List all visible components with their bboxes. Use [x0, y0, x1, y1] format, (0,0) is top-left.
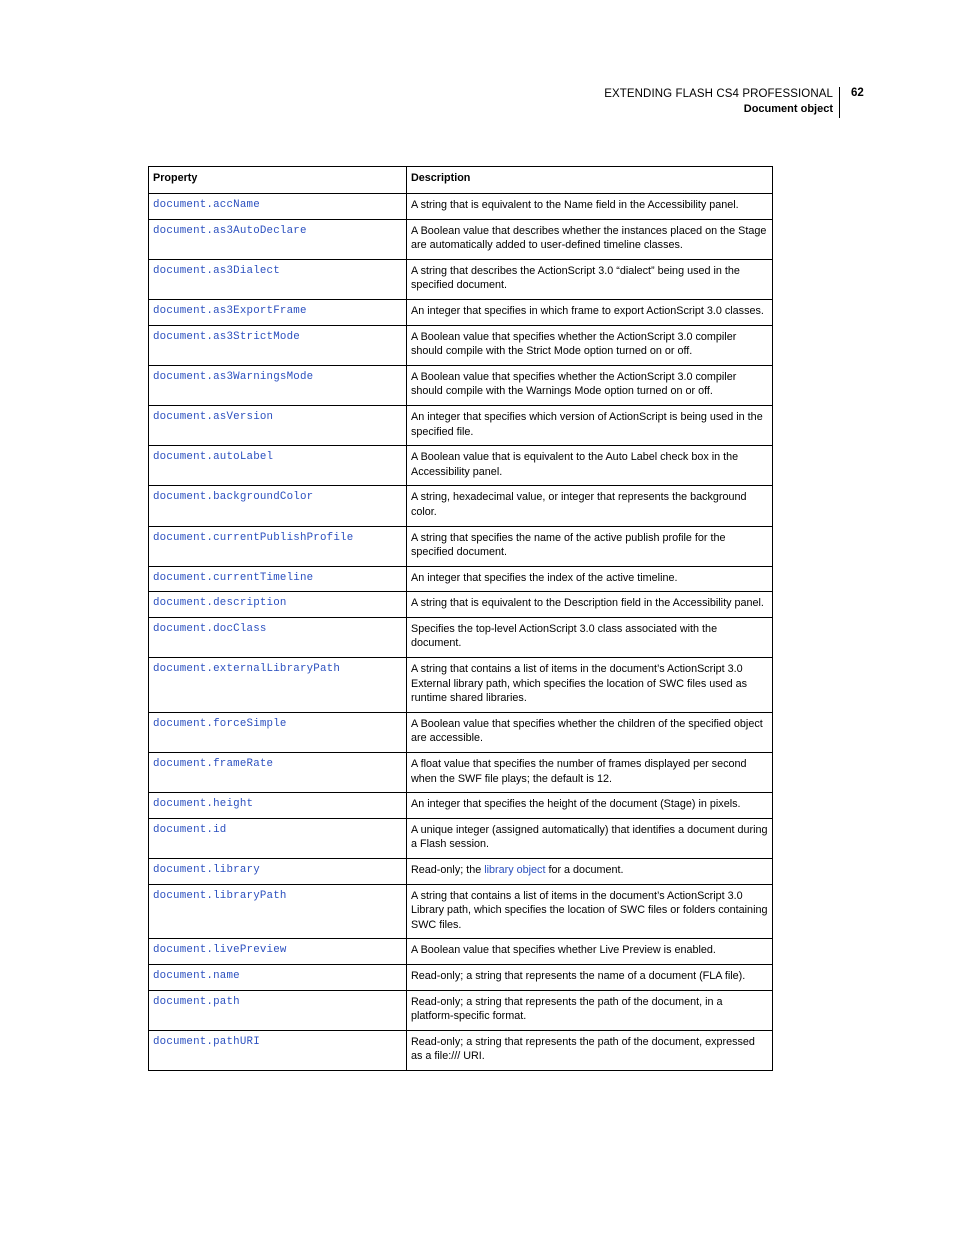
description-cell: Read-only; a string that represents the path of the document, in a platform-specific format.: [407, 990, 773, 1030]
description-cell: An integer that specifies the height of the document (Stage) in pixels.: [407, 793, 773, 819]
property-link[interactable]: document.description: [153, 597, 287, 610]
property-cell: [149, 259, 407, 299]
property-cell: [149, 486, 407, 526]
property-cell: [149, 194, 407, 220]
table-row: [149, 259, 773, 299]
description-text: for a document.: [545, 864, 624, 876]
description-cell: A Boolean value that is equivalent to the Auto Label check box in the Accessibility panel.: [407, 446, 773, 486]
table-row: [149, 365, 773, 405]
running-head: [604, 87, 840, 118]
table-row: [149, 964, 773, 990]
description-cell: A Boolean value that describes whether the instances placed on the Stage are automatically added to user-defined timeline classes.: [407, 219, 773, 259]
table-row: [149, 219, 773, 259]
document-title: EXTENDING FLASH CS4 PROFESSIONAL: [604, 88, 833, 100]
property-cell: [149, 365, 407, 405]
property-link[interactable]: document.currentTimeline: [153, 571, 314, 584]
property-cell: [149, 526, 407, 566]
table-row: [149, 446, 773, 486]
table-row: [149, 566, 773, 592]
property-link[interactable]: document.currentPublishProfile: [153, 531, 354, 544]
property-link[interactable]: document.path: [153, 995, 240, 1008]
table-row: [149, 486, 773, 526]
description-cell: An integer that specifies which version of ActionScript is being used in the specified file.: [407, 405, 773, 445]
column-header-description: Description: [407, 167, 773, 194]
property-link[interactable]: document.frameRate: [153, 758, 274, 771]
description-cell: An integer that specifies the index of the active timeline.: [407, 566, 773, 592]
property-link[interactable]: document.as3StrictMode: [153, 330, 300, 343]
table-row: [149, 753, 773, 793]
column-header-property: Property: [149, 167, 407, 194]
table-row: [149, 325, 773, 365]
description-cell: A unique integer (assigned automatically) that identifies a document during a Flash session.: [407, 818, 773, 858]
property-cell: [149, 990, 407, 1030]
table-row: [149, 884, 773, 939]
property-link[interactable]: document.pathURI: [153, 1035, 260, 1048]
description-cell: A Boolean value that specifies whether the ActionScript 3.0 compiler should compile with the Strict Mode option turned on or off.: [407, 325, 773, 365]
description-cell: An integer that specifies in which frame to export ActionScript 3.0 classes.: [407, 299, 773, 325]
table-header-row: [149, 167, 773, 194]
description-cell: [407, 859, 773, 885]
table-row: [149, 405, 773, 445]
table-row: [149, 658, 773, 713]
property-cell: [149, 884, 407, 939]
table-row: [149, 818, 773, 858]
property-cell: [149, 1030, 407, 1070]
table-row: [149, 194, 773, 220]
table-row: [149, 793, 773, 819]
property-link[interactable]: document.as3AutoDeclare: [153, 224, 307, 237]
property-link[interactable]: document.as3ExportFrame: [153, 304, 307, 317]
property-link[interactable]: document.backgroundColor: [153, 491, 314, 504]
library-object-link[interactable]: library object: [484, 864, 546, 876]
property-cell: [149, 939, 407, 965]
description-cell: A string, hexadecimal value, or integer that represents the background color.: [407, 486, 773, 526]
description-cell: A string that describes the ActionScript 3.0 “dialect” being used in the specified document.: [407, 259, 773, 299]
description-text: Read-only; the: [411, 864, 485, 876]
property-cell: [149, 859, 407, 885]
table-row: [149, 939, 773, 965]
table-row: [149, 712, 773, 752]
property-link[interactable]: document.asVersion: [153, 410, 274, 423]
property-cell: [149, 299, 407, 325]
property-cell: [149, 325, 407, 365]
property-table: [148, 166, 773, 1071]
description-cell: A float value that specifies the number of frames displayed per second when the SWF file plays; the default is 12.: [407, 753, 773, 793]
property-link[interactable]: document.library: [153, 864, 260, 876]
description-cell: A Boolean value that specifies whether the ActionScript 3.0 compiler should compile with the Warnings Mode option turned on or off.: [407, 365, 773, 405]
property-link[interactable]: document.externalLibraryPath: [153, 663, 341, 676]
property-cell: [149, 658, 407, 713]
property-cell: [149, 446, 407, 486]
description-cell: A Boolean value that specifies whether the children of the specified object are accessible.: [407, 712, 773, 752]
table-row: [149, 592, 773, 618]
description-cell: A string that specifies the name of the active publish profile for the specified document.: [407, 526, 773, 566]
property-cell: [149, 793, 407, 819]
section-title: Document object: [743, 103, 833, 115]
description-cell: A string that contains a list of items in the document’s ActionScript 3.0 Library path, which specifies the location of SWC files or folders containing SWC files.: [407, 884, 773, 939]
property-cell: [149, 566, 407, 592]
table-row: [149, 299, 773, 325]
property-link[interactable]: document.autoLabel: [153, 451, 274, 464]
description-cell: A string that contains a list of items in the document’s ActionScript 3.0 External library path, which specifies the location of SWC files used as runtime shared libraries.: [407, 658, 773, 713]
description-cell: A string that is equivalent to the Description field in the Accessibility panel.: [407, 592, 773, 618]
description-cell: Read-only; a string that represents the name of a document (FLA file).: [407, 964, 773, 990]
property-link[interactable]: document.accName: [153, 199, 260, 211]
table-row: [149, 859, 773, 885]
property-link[interactable]: document.forceSimple: [153, 717, 287, 730]
property-cell: [149, 219, 407, 259]
description-cell: A Boolean value that specifies whether Live Preview is enabled.: [407, 939, 773, 965]
table-row: [149, 526, 773, 566]
property-link[interactable]: document.height: [153, 798, 254, 811]
property-cell: [149, 592, 407, 618]
table-row: [149, 990, 773, 1030]
description-cell: Read-only; a string that represents the path of the document, expressed as a file:/// URI.: [407, 1030, 773, 1070]
description-cell: A string that is equivalent to the Name field in the Accessibility panel.: [407, 194, 773, 220]
property-cell: [149, 405, 407, 445]
property-link[interactable]: document.name: [153, 969, 240, 982]
property-cell: [149, 818, 407, 858]
property-cell: [149, 753, 407, 793]
property-cell: [149, 964, 407, 990]
property-link[interactable]: document.as3WarningsMode: [153, 370, 314, 383]
property-cell: [149, 617, 407, 657]
description-cell: Specifies the top-level ActionScript 3.0 class associated with the document.: [407, 617, 773, 657]
table-row: [149, 1030, 773, 1070]
property-link[interactable]: document.id: [153, 823, 227, 836]
property-link[interactable]: document.docClass: [153, 622, 267, 635]
property-link[interactable]: document.as3Dialect: [153, 264, 280, 277]
property-cell: [149, 712, 407, 752]
page-number: 62: [851, 87, 864, 99]
table-row: [149, 617, 773, 657]
property-link[interactable]: document.livePreview: [153, 944, 287, 957]
property-link[interactable]: document.libraryPath: [153, 889, 287, 902]
